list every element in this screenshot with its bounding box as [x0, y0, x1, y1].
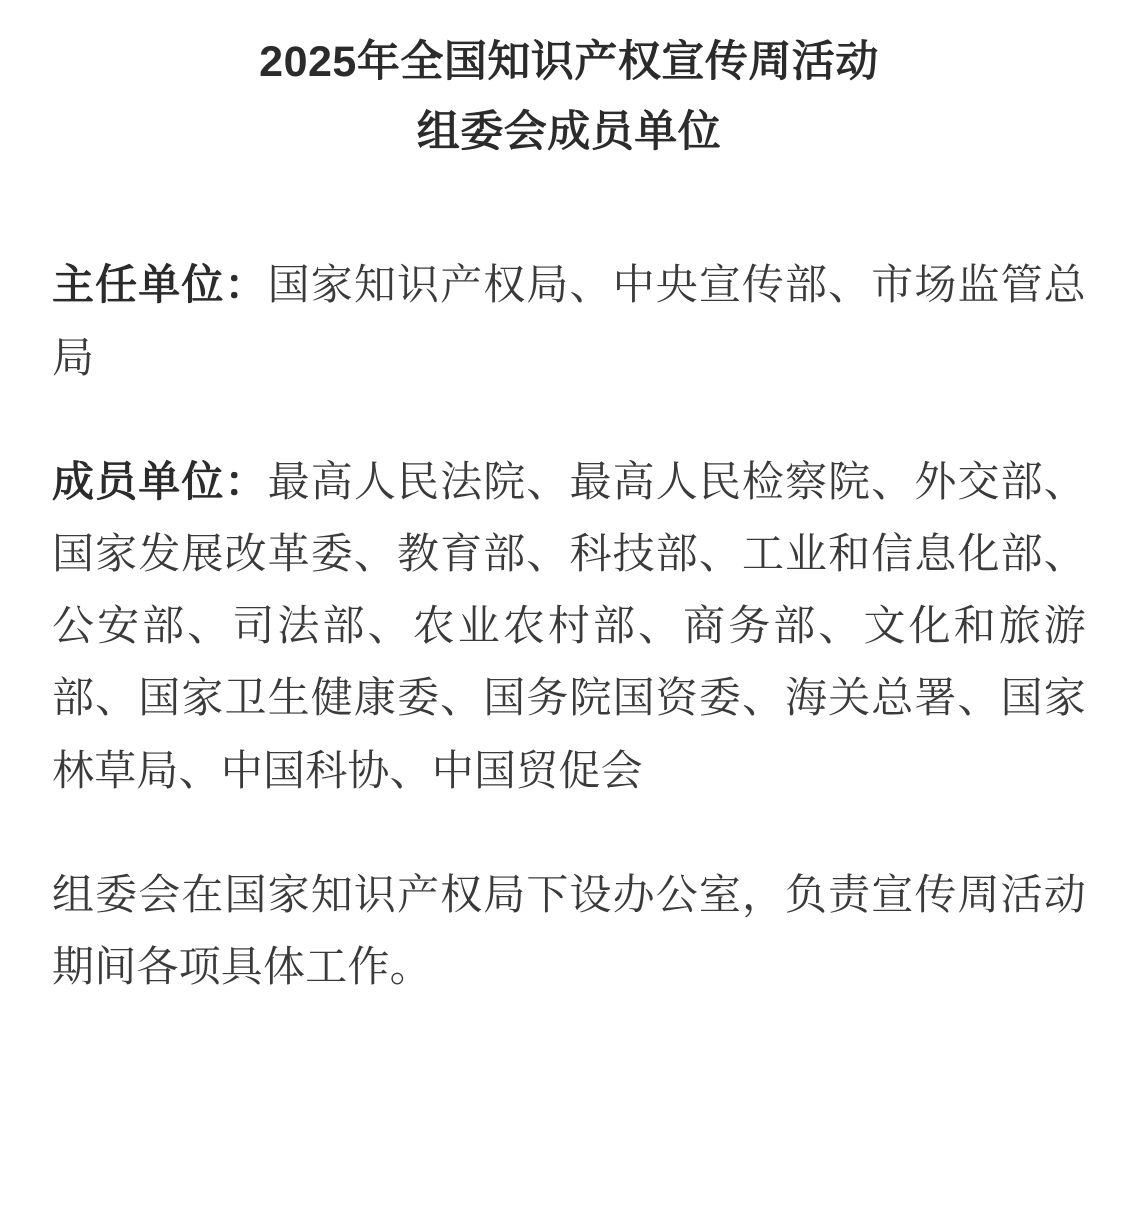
section-member-units-label: 成员单位：: [52, 457, 268, 505]
page-title-line-1: 2025年全国知识产权宣传周活动: [259, 38, 879, 86]
page-title-line-2: 组委会成员单位: [416, 107, 722, 156]
section-member-units-text: 最高人民法院、最高人民检察院、外交部、国家发展改革委、教育部、科技部、工业和信息化部、公安部、司法部、农业农村部、商务部、文化和旅游部、国家卫生健康委、国务院国资委、海关总署、国家林草局、中国科协、中国贸促会: [52, 457, 1086, 794]
section-director-units-label: 主任单位：: [52, 261, 268, 309]
section-director-units-text: 国家知识产权局、中央宣传部、市场监管总局: [52, 261, 1086, 381]
title-body-spacer: [52, 167, 1086, 249]
section-director-units: [52, 249, 1086, 393]
section-spacer-2: [52, 807, 1086, 859]
section-office-note: [52, 859, 1086, 1003]
section-member-units: [52, 446, 1086, 807]
page-title: [189, 28, 949, 167]
section-office-note-text: 组委会在国家知识产权局下设办公室，负责宣传周活动期间各项具体工作。: [52, 870, 1086, 991]
section-spacer-1: [52, 394, 1086, 446]
